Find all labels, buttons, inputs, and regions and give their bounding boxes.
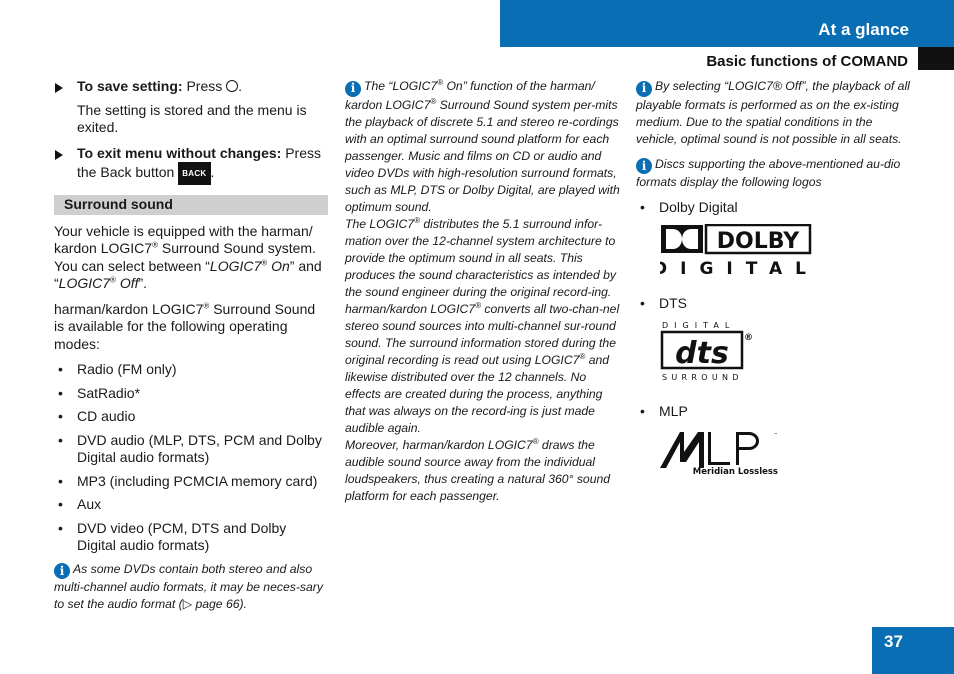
info-note: i By selecting “LOGIC7® Off”, the playback of all playable formats is performed as on the ex-isting medium. Due to the spatial conditions in the vehicle, optimal sound is not possible in all seats. [636,79,910,146]
chapter-subtitle: Basic functions of COMAND [706,53,908,70]
paragraph: Your vehicle is equipped with the harman/ kardon LOGIC7® Surround Sound system. You can select between “LOGIC7® On” and “LOGIC7® Off”. [54,222,322,291]
step-save-setting: To save setting: Press . [54,78,328,96]
dts-logo [660,320,916,389]
black-tab-marker [918,47,954,70]
step-text: Press the Back button [77,144,321,180]
info-note: i Discs supporting the above-mentioned au-dio formats display the following logos [636,156,901,189]
svg-text:DIGITAL: DIGITAL [662,321,736,330]
list-item: • Radio (FM only) [54,361,328,379]
svg-text:DOLBY: DOLBY [716,229,800,254]
section-title: At a glance [818,20,909,39]
paragraph: harman/kardon LOGIC7® Surround Sound is available for the following operating modes: [54,300,316,352]
list-item: • Dolby Digital [636,199,916,216]
formats-list [636,403,916,420]
paragraph: Moreover, harman/kardon LOGIC7® draws the audible sound source away from the individual loudspeakers, thus creating a natural 360° sound platform for each passenger. [345,436,611,503]
list-item: • DVD video (PCM, DTS and Dolby Digital audio formats) [54,520,328,555]
step-text: Press [186,78,223,94]
paragraph: The LOGIC7® distributes the 5.1 surround infor-mation over the 12-channel system architecture to provide the optimum sound in all seats. This produces the sound characteristics as intended by the sound engineer during the original record-ing. [345,215,616,299]
step-label: To save setting: [77,78,183,94]
control-knob-icon [226,80,238,92]
list-item: • DTS [636,295,916,312]
formats-list [636,295,916,312]
page-number: 37 [884,632,903,651]
svg-text:SURROUND: SURROUND [662,373,743,382]
list-item: • SatRadio* [54,385,328,403]
step-exit-menu: To exit menu without changes: Press the Back button BACK . [54,145,328,185]
svg-text:dts: dts [675,336,729,371]
dolby-digital-logo [660,224,916,281]
paragraph: harman/kardon LOGIC7® converts all two-chan-nel stereo sound sources into multi-channel sur-round sound. The surround information stored during the original recording is read out using LOGIC7® and likewise distributed over the 12 channels. No effects are created during the process, anything that was always on the record-ing is just made audible again. [345,300,620,435]
section-heading: Surround sound [54,195,328,215]
column-middle [345,78,623,505]
info-note: i As some DVDs contain both stereo and also multi-channel audio formats, it may be neces-sary to set the audio format (▷ page 66). [54,561,323,611]
svg-text:®: ® [744,333,753,343]
info-icon: i [54,563,70,579]
modes-list [54,361,328,555]
save-result: The setting is stored and the menu is exited. [77,101,307,135]
info-note: i The “LOGIC7® On” function of the harman/ kardon LOGIC7® Surround Sound system per-mits the playback of discrete 5.1 and stereo re-cordings with an optimal surround sound platform for each passenger. Music and films on CD or audio and video DVDs with high-resolution surround formats, such as MLP, DTS or Dolby Digital, are played with optimum sound. [345,77,620,214]
list-item: • DVD audio (MLP, DTS, PCM and Dolby Digital audio formats) [54,432,328,467]
step-label: To exit menu without changes: [77,144,282,161]
list-item: • Aux [54,496,328,514]
column-left [54,78,328,613]
list-item: • MLP [636,403,916,420]
arrow-bullet-icon [55,83,63,93]
info-icon: i [345,81,361,97]
column-right [636,78,916,495]
mlp-logo [658,428,916,481]
info-icon: i [636,158,652,174]
svg-text:™: ™ [774,432,778,437]
formats-list [636,199,916,216]
svg-text:Meridian Lossless: Meridian Lossless [692,467,778,476]
list-item: • MP3 (including PCMCIA memory card) [54,473,328,491]
list-item: • CD audio [54,408,328,426]
svg-text:DIGITAL: DIGITAL [660,259,812,276]
info-icon: i [636,81,652,97]
arrow-bullet-icon [55,150,63,160]
back-button-icon: BACK [178,162,210,185]
